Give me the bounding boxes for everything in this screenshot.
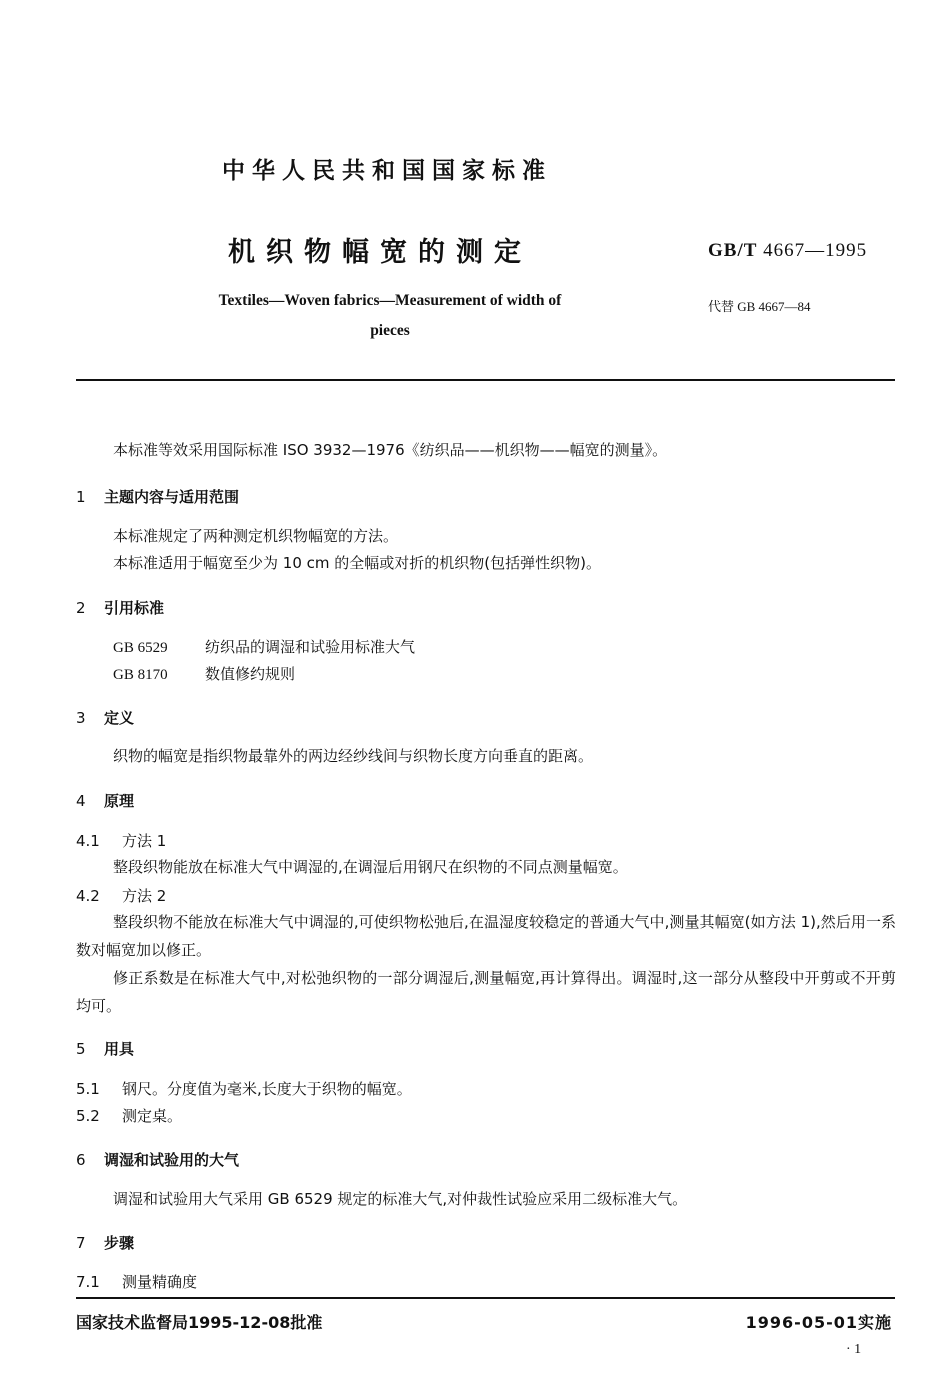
reference-name: 数值修约规则 — [205, 665, 296, 683]
section-number: 1 — [76, 488, 86, 506]
item-text: 钢尺。分度值为毫米,长度大于织物的幅宽。 — [122, 1080, 412, 1098]
section-title: 引用标准 — [104, 599, 165, 617]
subsection-4-2-text-2: 修正系数是在标准大气中,对松弛织物的一部分调湿后,测量幅宽,再计算得出。调湿时,这一部分从整段中开剪或不开剪均可。 — [76, 969, 896, 1015]
item-number: 5.2 — [76, 1107, 100, 1125]
section-number: 4 — [76, 792, 86, 810]
section-1-paragraph-2: 本标准适用于幅宽至少为 10 cm 的全幅或对折的机织物(包括弹性织物)。 — [113, 554, 601, 572]
approval-date: 国家技术监督局1995-12-08批准 — [76, 1313, 323, 1332]
national-standard-heading: 中华人民共和国国家标准 — [222, 158, 552, 184]
page-number: · 1 — [846, 1342, 862, 1357]
section-1-paragraph-1: 本标准规定了两种测定机织物幅宽的方法。 — [113, 527, 399, 545]
reference-code: GB 6529 — [113, 640, 168, 656]
section-number: 2 — [76, 599, 86, 617]
section-5-heading — [76, 1038, 134, 1059]
standard-number — [708, 240, 867, 262]
section-number: 3 — [76, 709, 86, 727]
item-5-2 — [76, 1105, 182, 1126]
section-title: 调湿和试验用的大气 — [104, 1151, 240, 1169]
replaces-note: 代替 GB 4667—84 — [708, 299, 811, 314]
section-3-heading — [76, 707, 134, 728]
subsection-4-2-heading — [76, 885, 166, 906]
intro-paragraph: 本标准等效采用国际标准 ISO 3932—1976《纺织品——机织物——幅宽的测量》。 — [113, 441, 668, 459]
subsection-title: 方法 1 — [122, 832, 167, 850]
section-title: 主题内容与适用范围 — [104, 488, 240, 506]
section-number: 6 — [76, 1151, 86, 1169]
document-title-cn: 机织物幅宽的测定 — [228, 237, 532, 268]
section-4-heading — [76, 790, 134, 811]
section-number: 7 — [76, 1234, 86, 1252]
subsection-4-1-heading — [76, 830, 166, 851]
item-number: 5.1 — [76, 1080, 100, 1098]
subsection-number: 4.2 — [76, 887, 100, 905]
section-1-heading — [76, 486, 239, 507]
section-3-paragraph: 织物的幅宽是指织物最靠外的两边经纱线间与织物长度方向垂直的距离。 — [113, 747, 594, 765]
subsection-4-2-text-1: 整段织物不能放在标准大气中调湿的,可使织物松弛后,在温湿度较稳定的普通大气中,测量其幅宽(如方法 1),然后用一系数对幅宽加以修正。 — [76, 913, 896, 959]
section-title: 定义 — [104, 709, 135, 727]
standard-prefix: GB/T — [708, 240, 758, 261]
section-2-heading — [76, 597, 164, 618]
subsection-4-1-text: 整段织物能放在标准大气中调湿的,在调湿后用钢尺在织物的不同点测量幅宽。 — [113, 858, 628, 876]
item-text: 测定桌。 — [122, 1107, 183, 1125]
reference-item — [113, 664, 295, 685]
section-6-heading — [76, 1149, 239, 1170]
section-number: 5 — [76, 1040, 86, 1058]
subsection-number: 4.1 — [76, 832, 100, 850]
subsection-number: 7.1 — [76, 1273, 100, 1291]
standard-code: 4667—1995 — [763, 240, 868, 261]
section-7-heading — [76, 1232, 134, 1253]
document-title-en: Textiles—Woven fabrics—Measurement of width of pieces — [218, 292, 562, 339]
reference-item — [113, 637, 415, 658]
effective-date: 1996-05-01实施 — [745, 1313, 892, 1332]
section-title: 原理 — [104, 792, 135, 810]
reference-code: GB 8170 — [113, 667, 168, 683]
section-title: 用具 — [104, 1040, 135, 1058]
reference-name: 纺织品的调湿和试验用标准大气 — [205, 638, 416, 656]
item-5-1 — [76, 1078, 412, 1099]
section-title: 步骤 — [104, 1234, 135, 1252]
subsection-title: 方法 2 — [122, 887, 167, 905]
section-6-paragraph: 调湿和试验用大气采用 GB 6529 规定的标准大气,对仲裁性试验应采用二级标准大气。 — [113, 1190, 688, 1208]
footer-divider — [76, 1297, 895, 1299]
subsection-7-1-heading — [76, 1271, 197, 1292]
header-divider — [76, 379, 895, 381]
subsection-title: 测量精确度 — [122, 1273, 198, 1291]
